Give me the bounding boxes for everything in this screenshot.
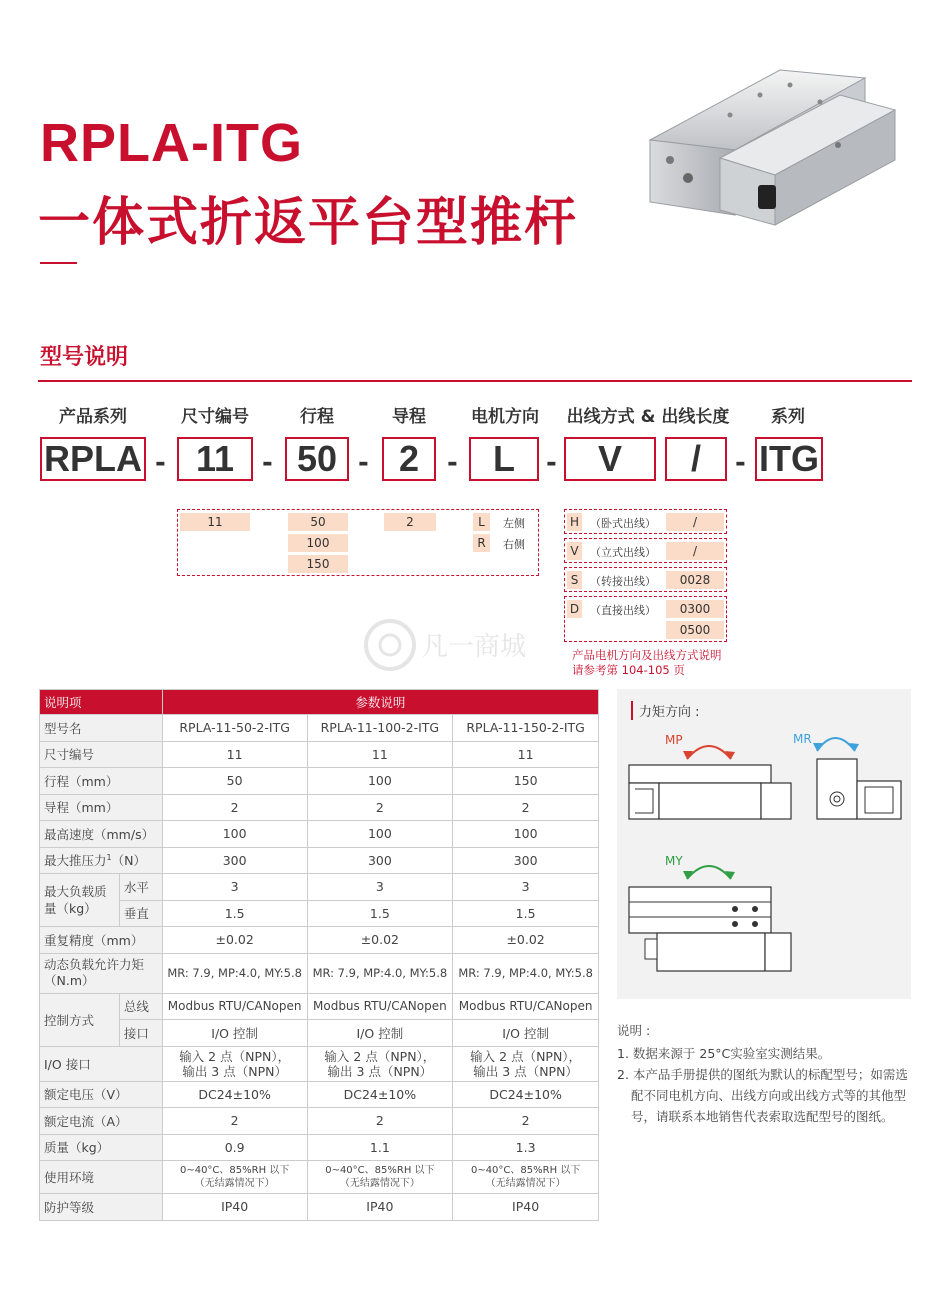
mp-arrow-icon: [687, 746, 731, 759]
option-stroke: 100: [288, 534, 348, 552]
cell: ±0.02: [307, 927, 453, 954]
model-box-length: /: [665, 437, 727, 481]
svg-text:凡一商城: 凡一商城: [422, 632, 527, 662]
row-label: 导程（mm）: [40, 794, 163, 821]
row-label: 额定电压（V）: [40, 1081, 163, 1108]
cell: DC24±10%: [307, 1081, 453, 1108]
table-row: [40, 741, 599, 768]
model-dash: -: [358, 448, 369, 478]
cell: 1.5: [162, 900, 307, 927]
row-label: 行程（mm）: [40, 768, 163, 795]
cell: RPLA-11-50-2-ITG: [162, 715, 307, 742]
row-label: I/O 接口: [40, 1046, 163, 1081]
cell: 2: [307, 1108, 453, 1135]
model-dash: -: [155, 448, 166, 478]
option-wiring-length: /: [666, 542, 724, 560]
moment-diagrams: [617, 689, 911, 999]
row-label: 防护等级: [40, 1194, 163, 1221]
cell: 2: [307, 794, 453, 821]
label-lead: 导程: [392, 407, 426, 427]
model-box-series: RPLA: [40, 437, 146, 481]
cell: ±0.02: [453, 927, 599, 954]
row-label: 额定电流（A）: [40, 1108, 163, 1135]
mr-label: MR: [793, 732, 812, 746]
cell: I/O 控制: [162, 1020, 307, 1047]
cell: 100: [453, 821, 599, 848]
cell: 2: [453, 794, 599, 821]
cell: 0~40°C、85%RH 以下 （无结露情况下）: [307, 1161, 453, 1194]
table-row: [40, 847, 599, 874]
spec-table: [39, 689, 599, 1221]
panel-title: 力矩方向 :: [631, 701, 700, 720]
option-wiring-code: D: [567, 600, 582, 618]
cell: 输入 2 点（NPN）， 输出 3 点（NPN）: [307, 1046, 453, 1081]
label-motor: 电机方向: [471, 407, 539, 427]
cell: Modbus RTU/CANopen: [453, 993, 599, 1020]
option-note-line2: 请参考第 104-105 页: [572, 663, 685, 677]
label-stroke: 行程: [300, 407, 334, 427]
table-row: [40, 1020, 599, 1047]
row-label: 质量（kg）: [40, 1134, 163, 1161]
table-row: [40, 927, 599, 954]
moment-panel: [617, 689, 911, 999]
cell: 3: [307, 874, 453, 901]
cell: I/O 控制: [453, 1020, 599, 1047]
row-label: 尺寸编号: [40, 741, 163, 768]
row-label: 重复精度（mm）: [40, 927, 163, 954]
row-label: 动态负载允许力矩（N.m）: [40, 953, 163, 993]
cell: 1.1: [307, 1134, 453, 1161]
cell: MR: 7.9, MP:4.0, MY:5.8: [307, 953, 453, 993]
cell: 2: [162, 794, 307, 821]
cell: 11: [453, 741, 599, 768]
cell: RPLA-11-150-2-ITG: [453, 715, 599, 742]
model-box-stroke: 50: [285, 437, 349, 481]
cell: 100: [307, 768, 453, 795]
model-dash: -: [735, 448, 746, 478]
cell: 100: [162, 821, 307, 848]
option-stroke: 150: [288, 555, 348, 573]
row-label: 使用环境: [40, 1161, 163, 1194]
table-row: [40, 794, 599, 821]
table-row: [40, 1161, 599, 1194]
table-row: [40, 1194, 599, 1221]
page-title-name: 一体式折返平台型推杆: [38, 193, 579, 253]
cell: 3: [453, 874, 599, 901]
table-row: [40, 874, 599, 901]
table-row: [40, 1046, 599, 1081]
row-sublabel: 总线: [119, 993, 162, 1020]
cell: Modbus RTU/CANopen: [162, 993, 307, 1020]
cell: 0.9: [162, 1134, 307, 1161]
title-rule: [40, 262, 77, 264]
cell: DC24±10%: [162, 1081, 307, 1108]
label-family: 系列: [771, 407, 805, 427]
watermark-logo: [360, 615, 580, 675]
option-motor-label: 左侧: [503, 517, 525, 530]
option-wiring-length: 0028: [666, 571, 724, 589]
row-sublabel: 水平: [119, 874, 162, 901]
cell: 0~40°C、85%RH 以下 （无结露情况下）: [162, 1161, 307, 1194]
spec-header-params: 参数说明: [162, 690, 598, 715]
cell: 150: [453, 768, 599, 795]
cell: 300: [307, 847, 453, 874]
note-item: 2. 本产品手册提供的图纸为默认的标配型号；如需选配不同电机方向、出线方向或出线方式等的其他型号，请联系本地销售代表索取选配型号的图纸。: [617, 1067, 908, 1124]
note-item: 1. 数据来源于 25°C实验室实测结果。: [617, 1046, 831, 1061]
option-note-line1: 产品电机方向及出线方式说明: [572, 648, 722, 662]
cell: 2: [162, 1108, 307, 1135]
page-title-model: RPLA-ITG: [40, 113, 303, 173]
row-label: 最高速度（mm/s）: [40, 821, 163, 848]
cell: 0~40°C、85%RH 以下 （无结露情况下）: [453, 1161, 599, 1194]
option-lead: 2: [384, 513, 436, 531]
option-motor-code: L: [473, 513, 490, 531]
option-wiring-length: /: [666, 513, 724, 531]
model-dash: -: [546, 448, 557, 478]
my-label: MY: [665, 854, 683, 868]
model-dash: -: [447, 448, 458, 478]
label-series: 产品系列: [59, 407, 127, 427]
row-sublabel: 接口: [119, 1020, 162, 1047]
label-wiring: 出线方式 & 出线长度: [566, 407, 730, 427]
option-stroke: 50: [288, 513, 348, 531]
option-wiring-length: 0300: [666, 600, 724, 618]
cell: 11: [162, 741, 307, 768]
table-row: [40, 993, 599, 1020]
notes: [617, 1020, 917, 1127]
table-row: [40, 900, 599, 927]
cell: 300: [453, 847, 599, 874]
cell: 11: [307, 741, 453, 768]
row-label: 型号名: [40, 715, 163, 742]
model-box-wiring: V: [564, 437, 656, 481]
option-wiring-length: 0500: [666, 621, 724, 639]
product-image: [640, 50, 900, 230]
notes-title: 说明 :: [617, 1023, 651, 1038]
row-sublabel: 垂直: [119, 900, 162, 927]
mr-arrow-icon: [817, 738, 855, 751]
option-wiring-label: （转接出线）: [590, 575, 656, 588]
cell: 3: [162, 874, 307, 901]
table-row: [40, 1134, 599, 1161]
option-wiring-label: （直接出线）: [590, 604, 656, 617]
option-wiring-code: V: [567, 542, 582, 560]
section-rule: [38, 380, 912, 382]
row-label: 控制方式: [40, 993, 120, 1046]
cell: ±0.02: [162, 927, 307, 954]
option-wiring-code: S: [567, 571, 582, 589]
table-row: [40, 768, 599, 795]
table-row: [40, 953, 599, 993]
model-box-motor: L: [469, 437, 539, 481]
section-title: 型号说明: [40, 345, 129, 370]
option-motor-label: 右侧: [503, 538, 525, 551]
spec-header-item: 说明项: [40, 690, 163, 715]
cell: 2: [453, 1108, 599, 1135]
model-box-size: 11: [177, 437, 253, 481]
table-row: [40, 821, 599, 848]
option-wiring-label: （立式出线）: [590, 546, 656, 559]
option-wiring-code: H: [567, 513, 582, 531]
model-dash: -: [262, 448, 273, 478]
cell: 100: [307, 821, 453, 848]
cell: 50: [162, 768, 307, 795]
cell: 1.5: [307, 900, 453, 927]
table-row: [40, 715, 599, 742]
cell: 300: [162, 847, 307, 874]
row-label: 最大推压力$^1$（N）: [40, 847, 163, 874]
cell: Modbus RTU/CANopen: [307, 993, 453, 1020]
row-label: 最大负载质量（kg）: [40, 874, 120, 927]
cell: 1.3: [453, 1134, 599, 1161]
cell: I/O 控制: [307, 1020, 453, 1047]
cell: MR: 7.9, MP:4.0, MY:5.8: [162, 953, 307, 993]
option-size: 11: [180, 513, 250, 531]
cell: IP40: [162, 1194, 307, 1221]
cell: MR: 7.9, MP:4.0, MY:5.8: [453, 953, 599, 993]
cell: 1.5: [453, 900, 599, 927]
cell: DC24±10%: [453, 1081, 599, 1108]
table-row: [40, 1081, 599, 1108]
mp-label: MP: [665, 733, 683, 747]
option-wiring-label: （卧式出线）: [590, 517, 656, 530]
my-arrow-icon: [687, 866, 731, 879]
model-box-lead: 2: [382, 437, 436, 481]
cell: IP40: [453, 1194, 599, 1221]
cell: RPLA-11-100-2-ITG: [307, 715, 453, 742]
table-row: [40, 1108, 599, 1135]
cell: 输入 2 点（NPN）， 输出 3 点（NPN）: [453, 1046, 599, 1081]
label-size: 尺寸编号: [181, 407, 249, 427]
cell: IP40: [307, 1194, 453, 1221]
cell: 输入 2 点（NPN）， 输出 3 点（NPN）: [162, 1046, 307, 1081]
option-motor-code: R: [473, 534, 490, 552]
model-box-family: ITG: [755, 437, 823, 481]
